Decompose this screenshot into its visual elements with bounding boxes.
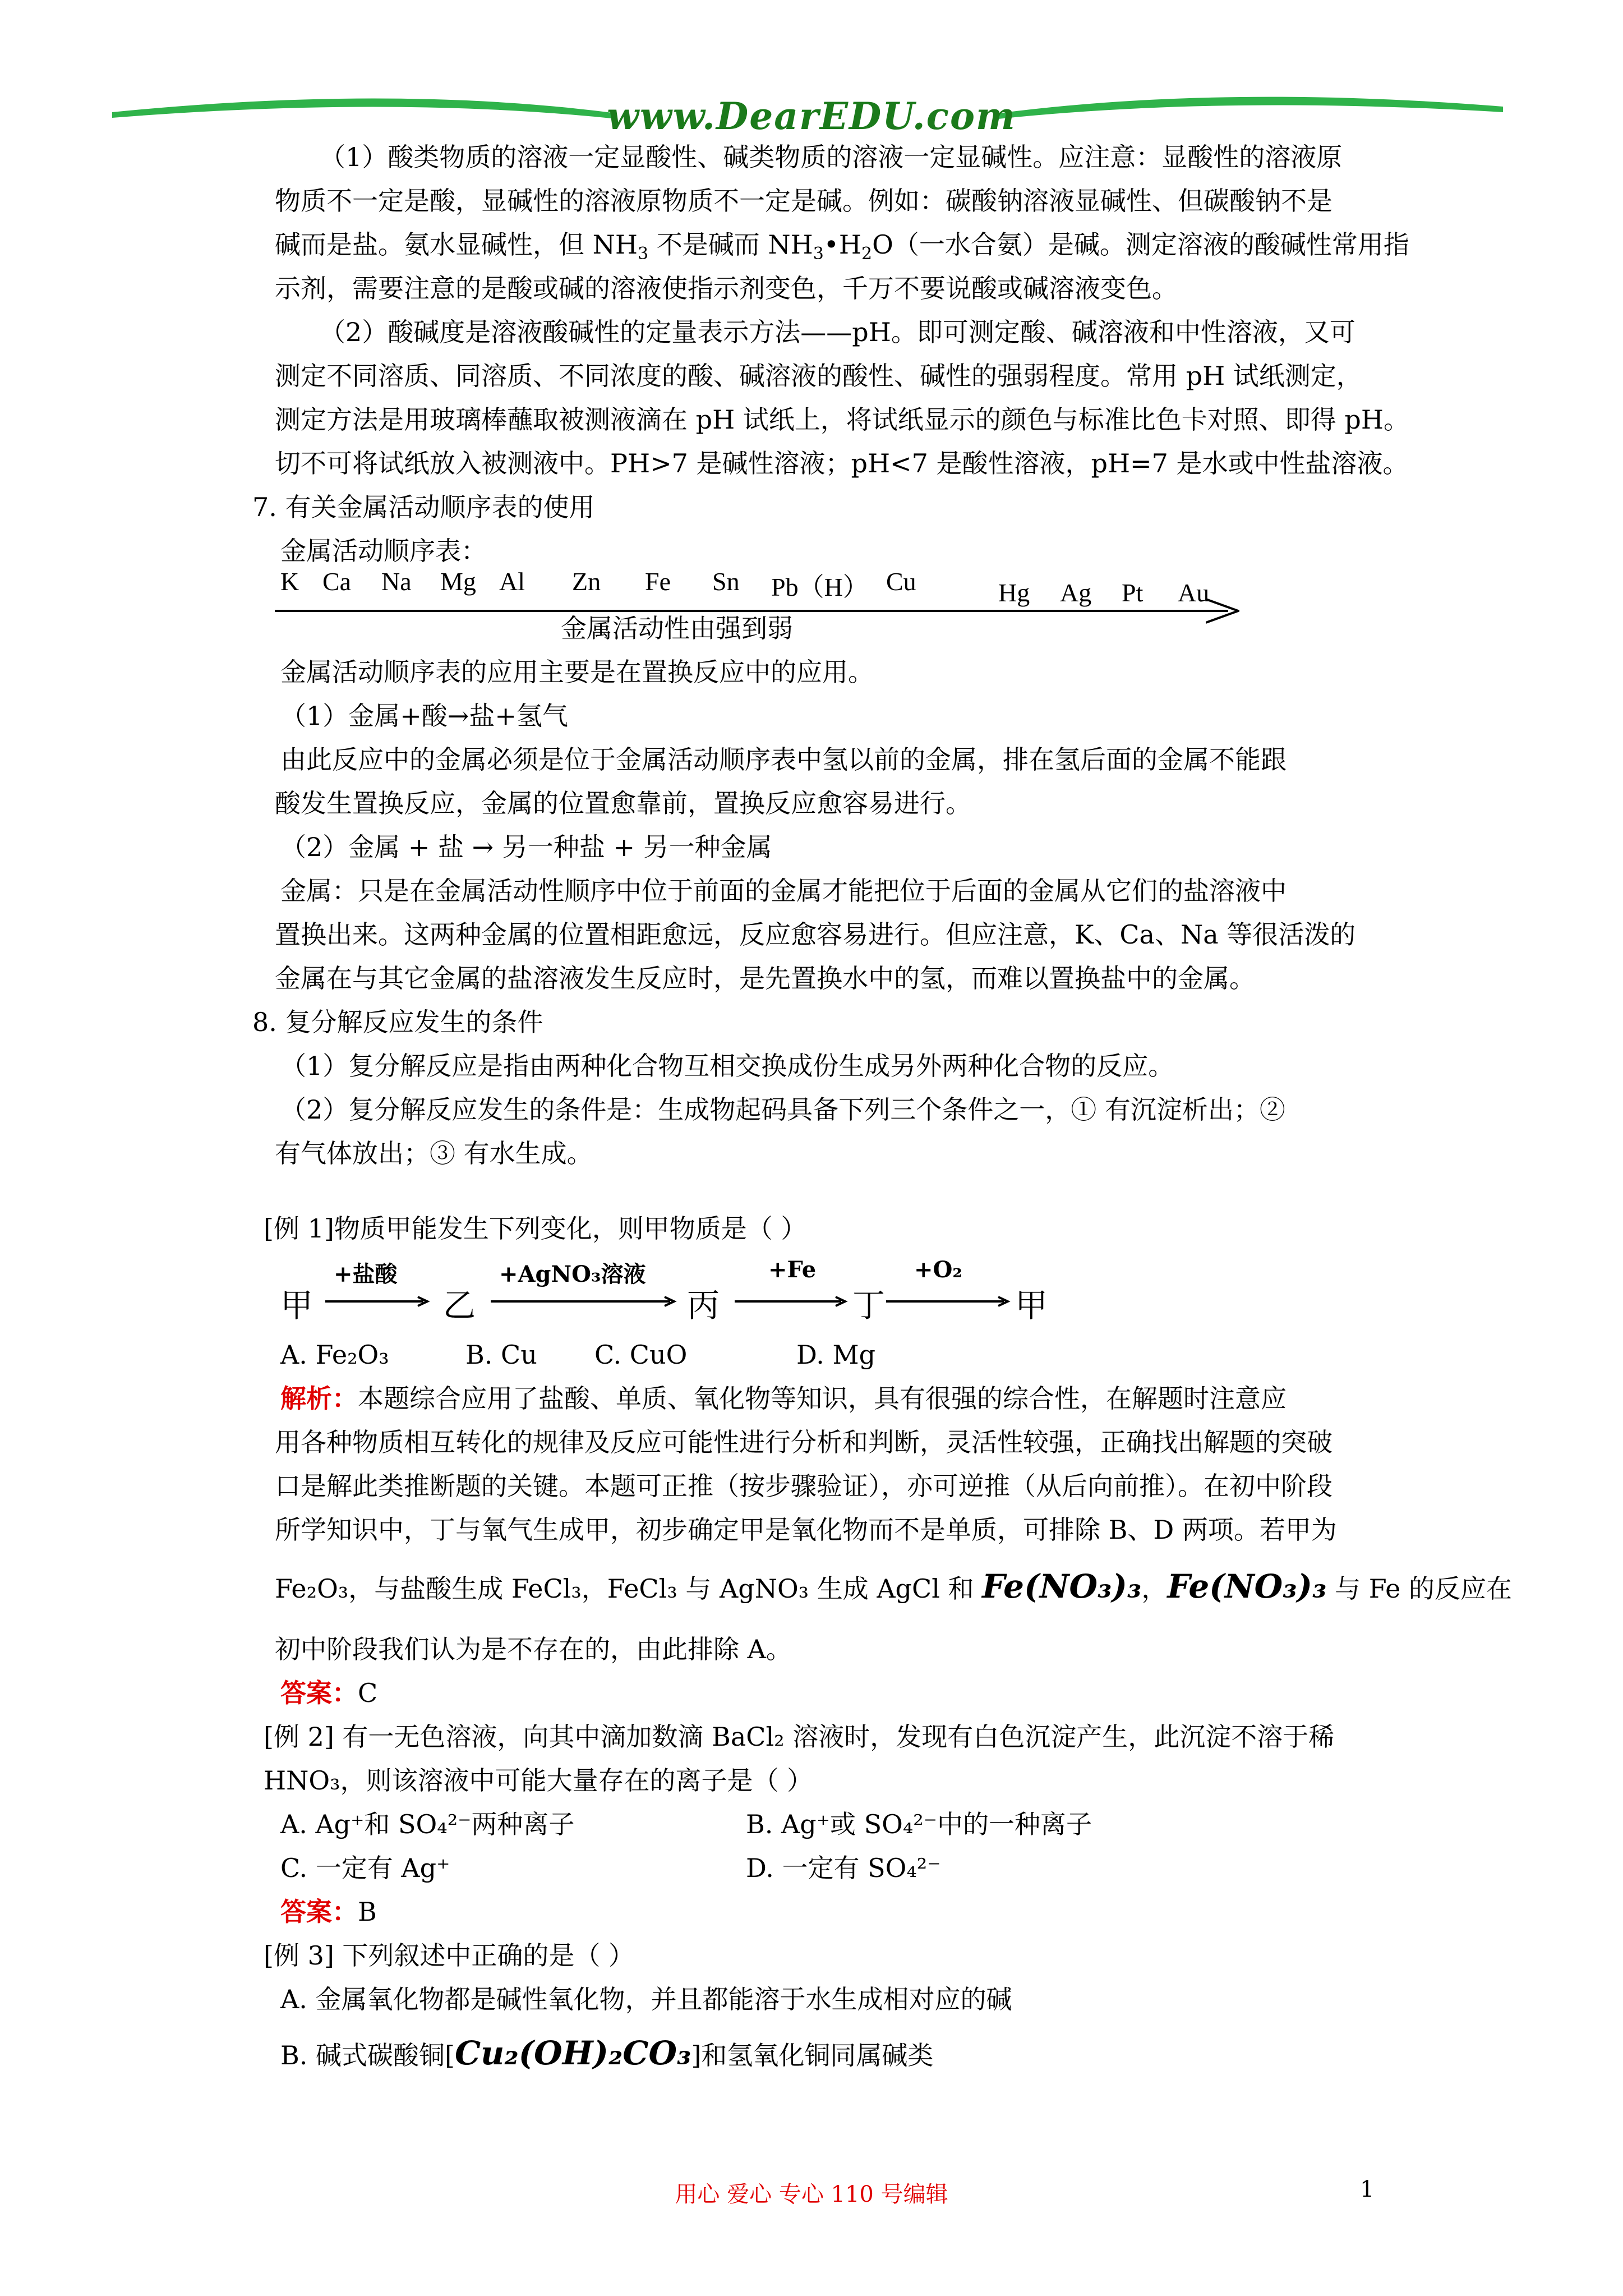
chain-species-ding: 丁 — [852, 1286, 886, 1324]
metal-item: Na — [381, 567, 412, 596]
section7-rule2: （2）金属 + 盐 → 另一种盐 + 另一种金属 — [280, 832, 772, 862]
option-d: D. Mg — [796, 1340, 876, 1370]
rule1-line2: 酸发生置换反应，金属的位置愈靠前，置换反应愈容易进行。 — [275, 788, 971, 818]
activity-caption: 金属活动性由强到弱 — [561, 613, 793, 643]
reaction-chain — [280, 1257, 1066, 1324]
analysis-line3: 口是解此类推断题的关键。本题可正推（按步骤验证），亦可逆推（从后向前推）。在初中阶段 — [275, 1471, 1332, 1501]
section8-item1: （1）复分解反应是指由两种化合物互相交换成份生成另外两种化合物的反应。 — [280, 1051, 1174, 1081]
footer-text: 用心 爱心 专心 110 号编辑 — [675, 2182, 948, 2207]
metal-item: Al — [499, 567, 525, 596]
metal-item: Zn — [572, 567, 601, 596]
section8-heading: 8. 复分解反应发生的条件 — [252, 1007, 543, 1037]
example2-options-row2 — [280, 1851, 1424, 1885]
metal-item: Au — [1178, 578, 1210, 607]
para2-line1: （2）酸碱度是溶液酸碱性的定量表示方法——pH。即可测定酸、碱溶液和中性溶液，又可 — [320, 317, 1355, 347]
example1-question: [例 1]物质甲能发生下列变化，则甲物质是（ ） — [264, 1213, 807, 1244]
answer-label: 答案： — [280, 1678, 358, 1708]
rule1-line1: 由此反应中的金属必须是位于金属活动顺序表中氢以前的金属，排在氢后面的金属不能跟 — [280, 744, 1287, 775]
analysis-line1: 解析：本题综合应用了盐酸、单质、氧化物等知识，具有很强的综合性，在解题时注意应 — [280, 1383, 1287, 1414]
analysis-line5: Fe₂O₃，与盐酸生成 FeCl₃，FeCl₃ 与 AgNO₃ 生成 AgCl 和 Fe(NO₃)₃，Fe(NO₃)₃ 与 Fe 的反应在 — [275, 1567, 1512, 1605]
chain-reagent-o2: +O₂ — [914, 1257, 962, 1283]
section7-rule1: （1）金属+酸→盐+氢气 — [280, 701, 568, 731]
para1-line2: 物质不一定是酸，显碱性的溶液原物质不一定是碱。例如：碳酸钠溶液显碱性、但碳酸钠不是 — [275, 186, 1332, 216]
option-b: B. Ag⁺或 SO₄²⁻中的一种离子 — [746, 1809, 1092, 1839]
formula-fe-no3-3: Fe(NO₃)₃ — [982, 1567, 1142, 1605]
chain-reagent-hcl: +盐酸 — [334, 1261, 398, 1287]
chain-reagent-agno3: +AgNO₃溶液 — [499, 1261, 646, 1287]
metal-item: Sn — [712, 567, 740, 596]
rule2-line3: 金属在与其它金属的盐溶液发生反应时，是先置换水中的氢，而难以置换盐中的金属。 — [275, 963, 1255, 993]
example2-question-line2: HNO₃，则该溶液中可能大量存在的离子是（ ） — [264, 1765, 813, 1796]
chain-species-bing: 丙 — [687, 1286, 720, 1324]
metal-item: Ag — [1060, 578, 1092, 607]
para1-line4: 示剂，需要注意的是酸或碱的溶液使指示剂变色，千万不要说酸或碱溶液变色。 — [275, 273, 1178, 303]
section7-heading: 7. 有关金属活动顺序表的使用 — [252, 492, 595, 522]
section8-item2-line1: （2）复分解反应发生的条件是：生成物起码具备下列三个条件之一，① 有沉淀析出；② — [280, 1094, 1285, 1125]
para2-line3: 测定方法是用玻璃棒蘸取被测液滴在 pH 试纸上，将试纸显示的颜色与标准比色卡对照、即得 pH。 — [275, 404, 1409, 435]
metal-item: Fe — [645, 567, 671, 596]
para1-line1: （1）酸类物质的溶液一定显酸性、碱类物质的溶液一定显碱性。应注意：显酸性的溶液原 — [320, 142, 1343, 172]
example3-option-a: A. 金属氧化物都是碱性氧化物，并且都能溶于水生成相对应的碱 — [280, 1984, 1012, 2014]
option-a: A. Ag⁺和 SO₄²⁻两种离子 — [280, 1809, 575, 1839]
example1-options — [280, 1338, 1424, 1372]
page-number: 1 — [1360, 2177, 1375, 2202]
metal-table-label: 金属活动顺序表： — [280, 536, 487, 566]
section8-item2-line2: 有气体放出；③ 有水生成。 — [275, 1138, 593, 1168]
example3-question: [例 3] 下列叙述中正确的是（ ） — [264, 1940, 635, 1971]
example1-answer: 答案：C — [280, 1678, 378, 1708]
section7-application: 金属活动顺序表的应用主要是在置换反应中的应用。 — [280, 657, 874, 687]
chain-reagent-fe: +Fe — [768, 1257, 817, 1283]
metal-item: K — [280, 567, 299, 596]
formula-basic-copper-carbonate: Cu₂(OH)₂CO₃ — [455, 2034, 691, 2072]
chain-species-yi: 乙 — [443, 1286, 476, 1324]
example2-question-line1: [例 2] 有一无色溶液，向其中滴加数滴 BaCl₂ 溶液时，发现有白色沉淀产生，此沉淀不溶于稀 — [264, 1722, 1335, 1752]
answer-label: 答案： — [280, 1897, 358, 1927]
option-d: D. 一定有 SO₄²⁻ — [746, 1853, 941, 1883]
analysis-line2: 用各种物质相互转化的规律及反应可能性进行分析和判断，灵活性较强，正确找出解题的突破 — [275, 1427, 1332, 1457]
example2-options-row1 — [280, 1807, 1424, 1841]
option-c: C. 一定有 Ag⁺ — [280, 1853, 450, 1883]
para1-line3: 碱而是盐。氨水显碱性，但 $NH_3$ 不是碱而 $NH_3•H_2O$（一水合氨）是碱。测定溶液的酸碱性常用指 — [275, 229, 1409, 264]
option-c: C. CuO — [594, 1340, 688, 1370]
example2-answer: 答案：B — [280, 1897, 377, 1927]
metal-item: Hg — [998, 578, 1030, 607]
site-title[interactable]: www.DearEDU.com — [607, 94, 1016, 138]
formula-fe-no3-3: Fe(NO₃)₃ — [1167, 1567, 1327, 1605]
analysis-line6: 初中阶段我们认为是不存在的，由此排除 A。 — [275, 1634, 792, 1664]
option-a: A. Fe₂O₃ — [280, 1340, 389, 1370]
metal-item: Ca — [322, 567, 352, 596]
option-b: B. Cu — [465, 1340, 537, 1370]
example3-option-b: B. 碱式碳酸铜[Cu₂(OH)₂CO₃]和氢氧化铜同属碱类 — [280, 2034, 934, 2072]
metal-item: Pt — [1122, 578, 1144, 607]
metal-item: Pb（H） — [771, 573, 869, 601]
analysis-line4: 所学知识中，丁与氧气生成甲，初步确定甲是氧化物而不是单质，可排除 B、D 两项。若甲为 — [275, 1515, 1337, 1545]
para2-line4: 切不可将试纸放入被测液中。PH>7 是碱性溶液；pH<7 是酸性溶液，pH=7 是水或中性盐溶液。 — [275, 448, 1409, 478]
chain-species-jia-final: 甲 — [1015, 1286, 1048, 1324]
para2-line2: 测定不同溶质、同溶质、不同浓度的酸、碱溶液的酸性、碱性的强弱程度。常用 pH 试纸测定， — [275, 361, 1362, 391]
metal-item: Cu — [886, 567, 916, 596]
rule2-line1: 金属：只是在金属活动性顺序中位于前面的金属才能把位于后面的金属从它们的盐溶液中 — [280, 876, 1287, 906]
analysis-label: 解析： — [280, 1383, 358, 1414]
rule2-line2: 置换出来。这两种金属的位置相距愈远，反应愈容易进行。但应注意，K、Ca、Na 等很活泼的 — [275, 919, 1356, 950]
arrow-right-icon — [1206, 598, 1239, 624]
chain-species-jia: 甲 — [280, 1286, 313, 1324]
metal-item: Mg — [440, 567, 476, 596]
